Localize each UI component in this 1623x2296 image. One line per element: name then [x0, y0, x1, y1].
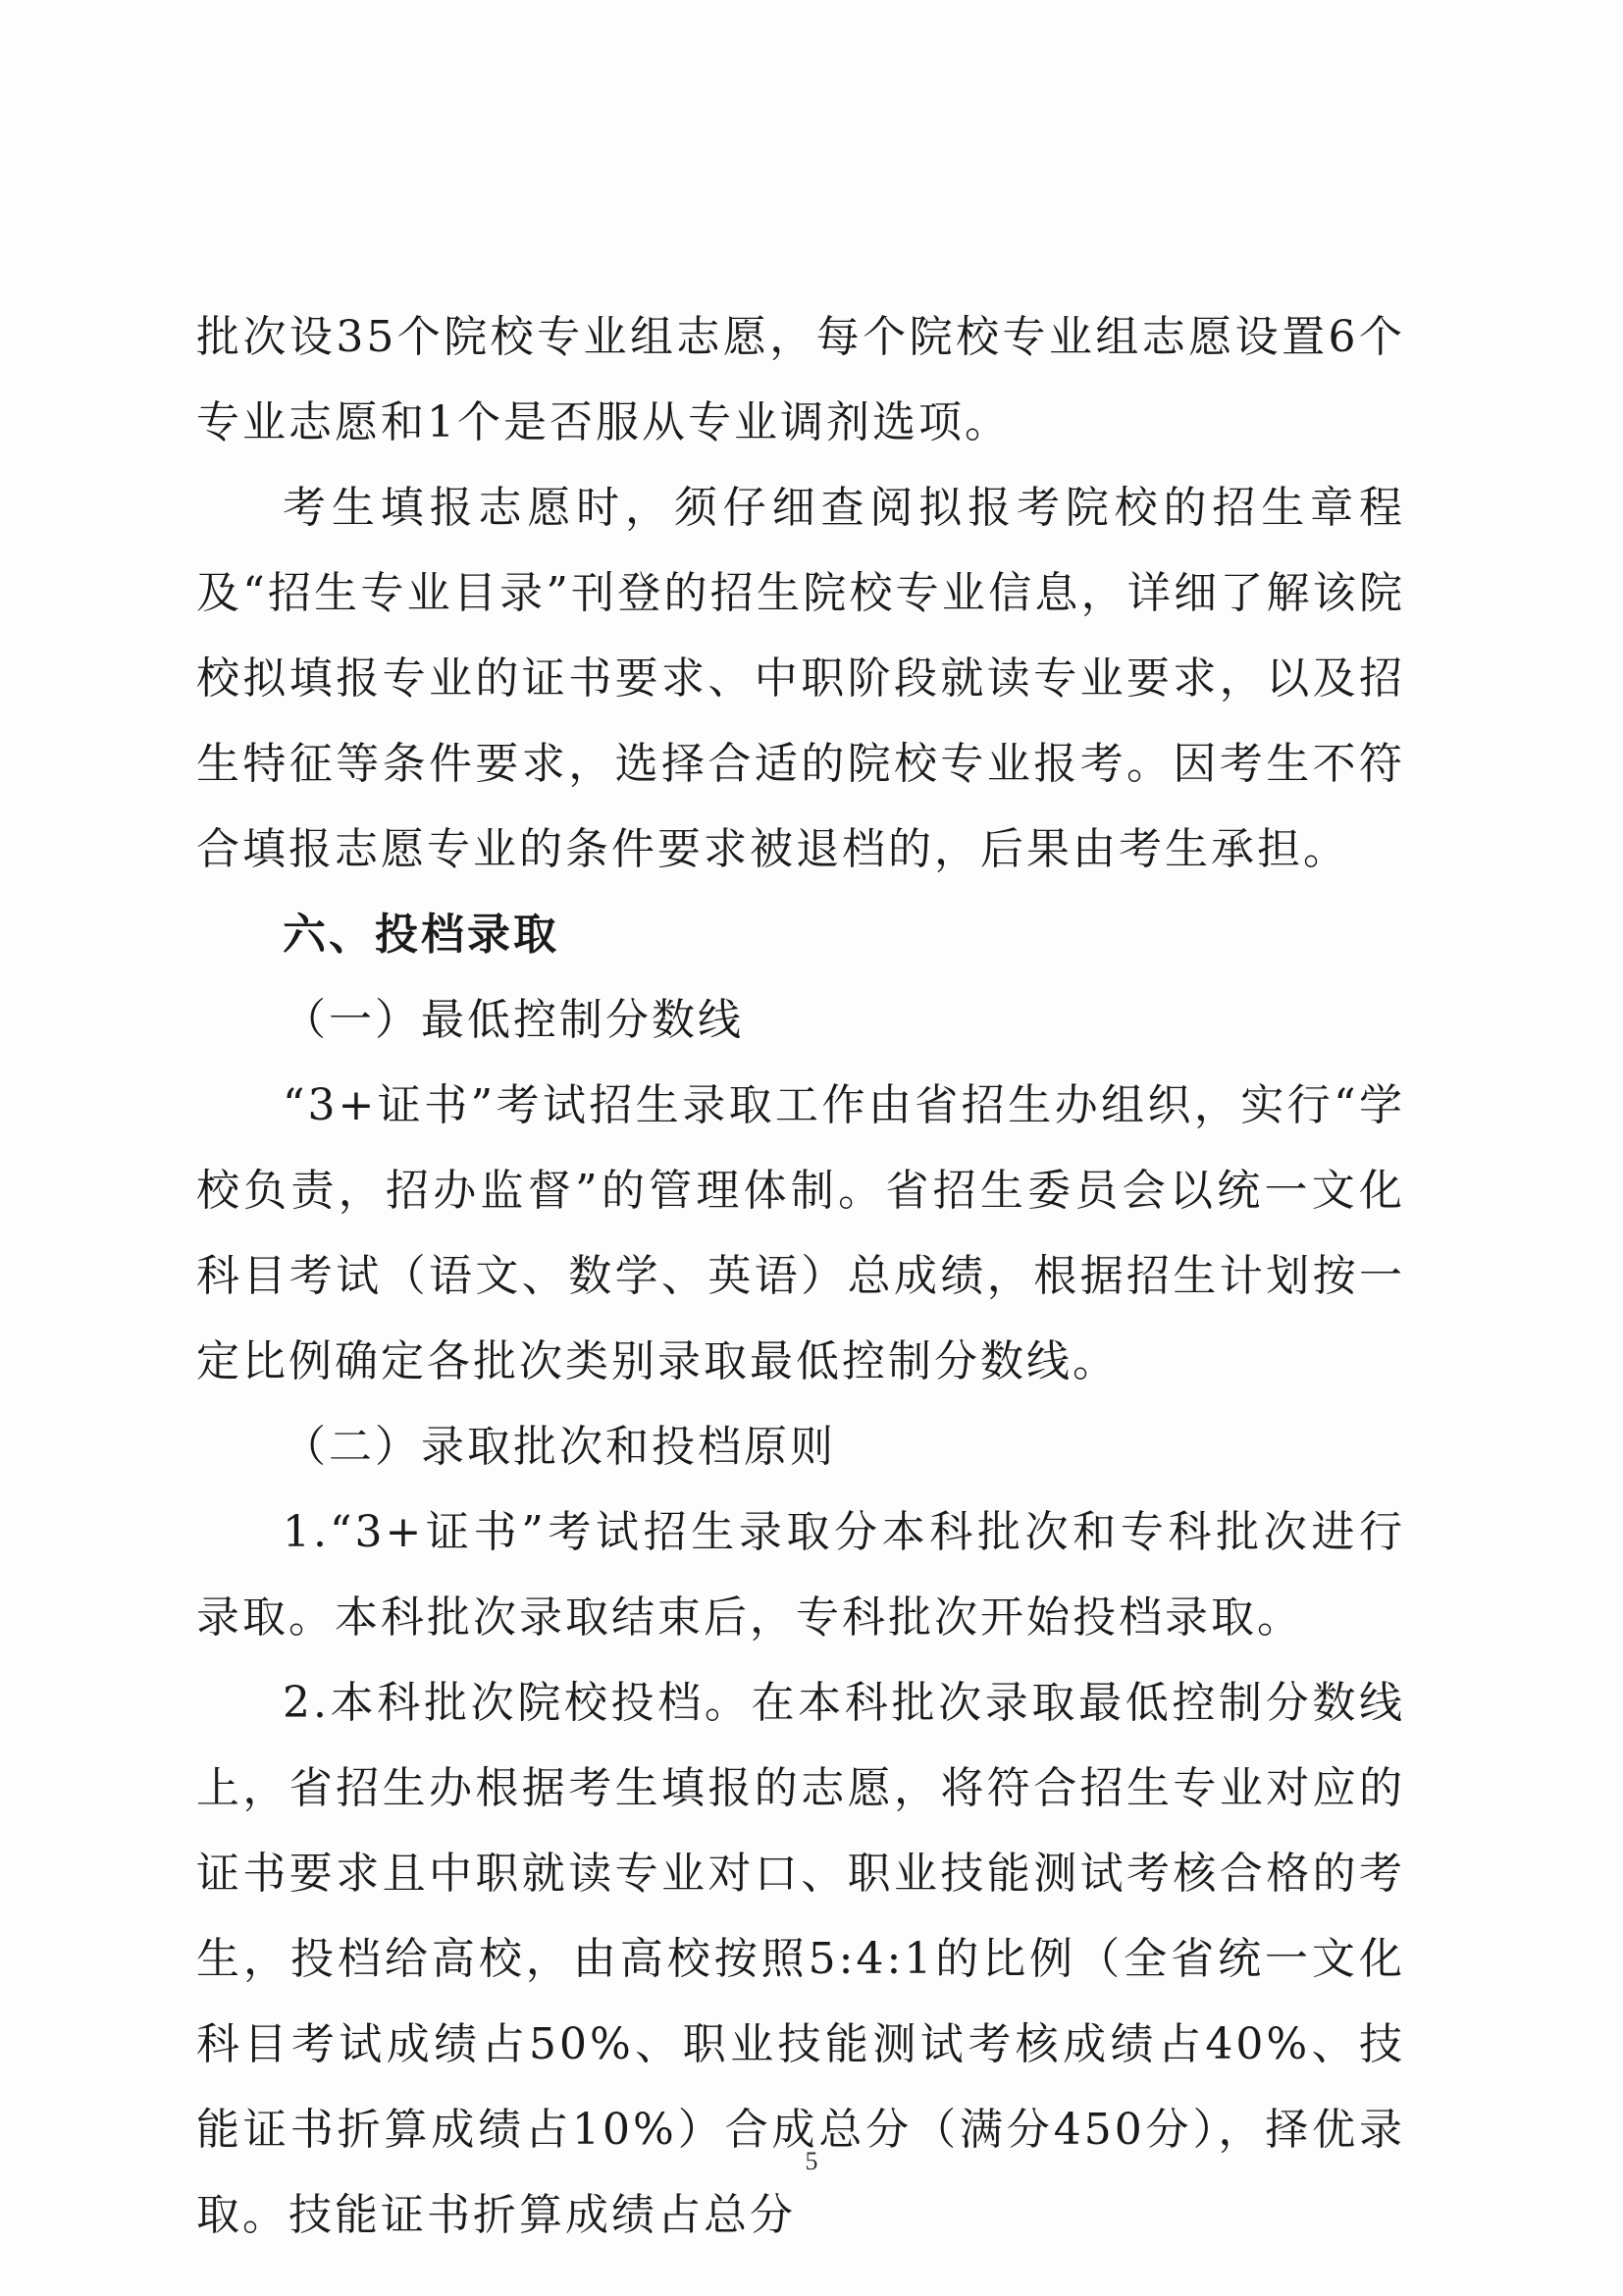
subsection-heading-min-score: （一）最低控制分数线: [283, 995, 744, 1045]
section-heading-admission: 六、投档录取: [283, 910, 559, 960]
paragraph-continuation: 批次设35个院校专业组志愿，每个院校专业组志愿设置6个专业志愿和1个是否服从专业调剂选项。: [196, 312, 1405, 447]
paragraph-volunteer-notice: 考生填报志愿时，须仔细查阅拟报考院校的招生章程及“招生专业目录”刊登的招生院校专业信息，详细了解该院校拟填报专业的证书要求、中职阶段就读专业要求，以及招生特征等条件要求，选择合适的院校专业报考。因考生不符合填报志愿专业的条件要求被退档的，后果由考生承担。: [196, 483, 1405, 874]
subsection-heading-batches: （二）录取批次和投档原则: [283, 1422, 836, 1472]
paragraph-batch-rule-1: 1.“3+证书”考试招生录取分本科批次和专科批次进行录取。本科批次录取结束后，专科批次开始投档录取。: [196, 1507, 1405, 1643]
page-number: 5: [805, 2147, 818, 2175]
page-content: [196, 294, 1405, 2258]
paragraph-batch-rule-2: 2.本科批次院校投档。在本科批次录取最低控制分数线上，省招生办根据考生填报的志愿，将符合招生专业对应的证书要求且中职就读专业对口、职业技能测试考核合格的考生，投档给高校，由高校按照5:4:1的比例（全省统一文化科目考试成绩占50%、职业技能测试考核成绩占40%、技能证书折算成绩占10%）合成总分（满分450分），择优录取。技能证书折算成绩占总分: [196, 1678, 1405, 2240]
paragraph-min-score: “3+证书”考试招生录取工作由省招生办组织，实行“学校负责，招办监督”的管理体制。省招生委员会以统一文化科目考试（语文、数学、英语）总成绩，根据招生计划按一定比例确定各批次类别录取最低控制分数线。: [196, 1080, 1405, 1386]
